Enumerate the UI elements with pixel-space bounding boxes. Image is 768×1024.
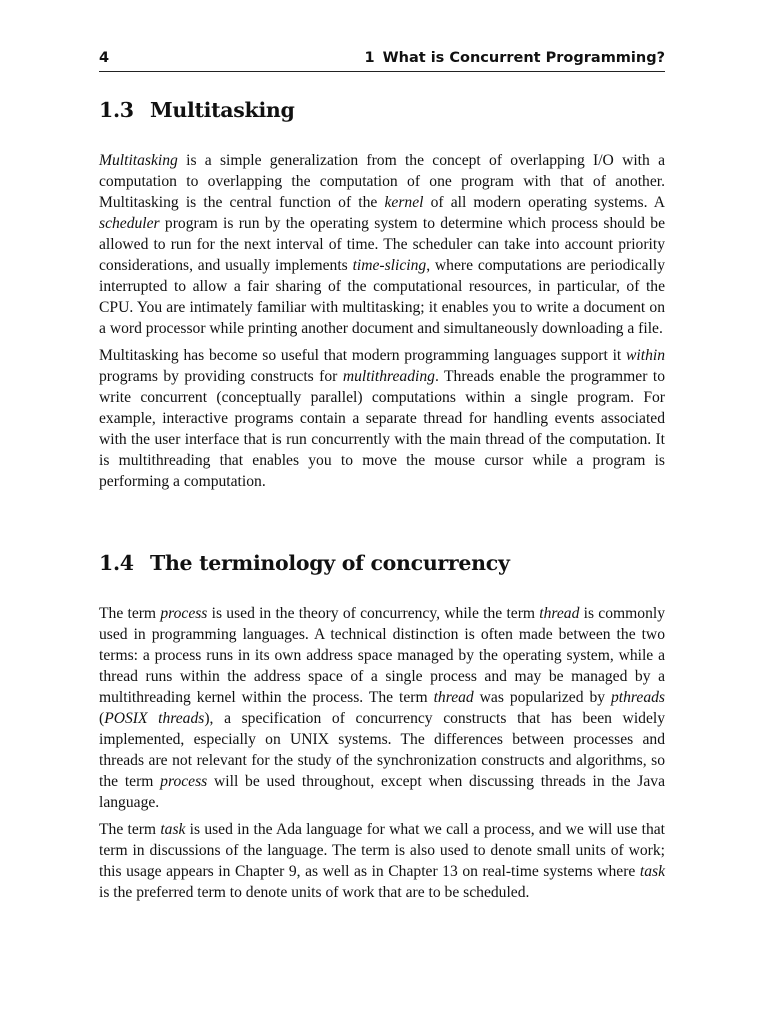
section-body-multitasking [99, 150, 665, 498]
emphasis-text: time-slicing [352, 257, 427, 274]
section-body-terminology [99, 603, 665, 909]
emphasis-text: pthreads [611, 689, 665, 706]
emphasis-text: multithreading [342, 368, 435, 385]
page [99, 0, 665, 1024]
section-number: 1.3 [99, 98, 134, 122]
paragraph [99, 819, 665, 903]
section-title: Multitasking [150, 98, 295, 122]
paragraph [99, 603, 665, 813]
section-heading-terminology [99, 551, 510, 575]
text-run: , where computations are periodically interrupted to allow a fair sharing of the computational resources, in particular, of the CPU. You are intimately familiar with multitasking; it enables you to write a document on a word processor while printing another document and simultaneously downloading a file. [99, 257, 665, 337]
running-header [99, 50, 665, 72]
emphasis-text: process [160, 773, 208, 790]
text-run: program is run by the operating system to determine which process should be allowed to run for the next interval of time. The scheduler can take into account priority considerations, and usually implements [99, 215, 665, 274]
emphasis-text: thread [539, 605, 580, 622]
text-run: is a simple generalization from the concept of overlapping I/O with a computation to overlapping the computation of one program with that of another. Multitasking is the central function of the [99, 152, 665, 211]
text-run: will be used throughout, except when discussing threads in the Java language. [99, 773, 665, 811]
section-heading-multitasking [99, 98, 295, 122]
chapter-number: 1 [364, 50, 375, 66]
emphasis-text: Multitasking [99, 152, 178, 169]
text-run: . Threads enable the programmer to write concurrent (conceptually parallel) computations within a single program. For example, interactive programs contain a separate thread for handling events associated with the user interface that is run concurrently with the main thread of the computation. It is multithreading that enables you to move the mouse cursor while a program is performing a computation. [99, 368, 665, 490]
text-run: is used in the theory of concurrency, while the term [207, 605, 540, 622]
emphasis-text: thread [433, 689, 474, 706]
emphasis-text: task [639, 863, 665, 880]
text-run: is used in the Ada language for what we call a process, and we will use that term in discussions of the language. The term is also used to denote small units of work; this usage appears in Chapter 9, as well as in Chapter 13 on real-time systems where [99, 821, 665, 880]
text-run: ( [99, 710, 105, 727]
text-run: was popularized by [473, 689, 611, 706]
emphasis-text: task [160, 821, 186, 838]
chapter-title: What is Concurrent Programming? [382, 50, 665, 66]
section-number: 1.4 [99, 551, 134, 575]
text-run: of all modern operating systems. A [423, 194, 665, 211]
chapter-heading [365, 50, 665, 66]
emphasis-text: within [626, 347, 665, 364]
text-run: programs by providing constructs for [99, 368, 343, 385]
page-number: 4 [99, 50, 110, 66]
paragraph [99, 150, 665, 339]
emphasis-text: POSIX threads [104, 710, 205, 727]
emphasis-text: kernel [384, 194, 424, 211]
text-run: Multitasking has become so useful that modern programming languages support it [99, 347, 626, 364]
emphasis-text: process [160, 605, 208, 622]
text-run: The term [99, 605, 161, 622]
emphasis-text: scheduler [99, 215, 160, 232]
text-run: The term [99, 821, 161, 838]
section-title: The terminology of concurrency [150, 551, 510, 575]
text-run: is commonly used in programming languages. A technical distinction is often made between the two terms: a process runs in its own address space managed by the operating system, while a thread runs within the address space of a single process and may be managed by a multithreading kernel within the process. The term [99, 605, 665, 706]
text-run: is the preferred term to denote units of work that are to be scheduled. [99, 884, 530, 901]
text-run: ), a specification of concurrency constructs that has been widely implemented, especially on UNIX systems. The differences between processes and threads are not relevant for the study of the synchronization constructs and algorithms, so the term [99, 710, 665, 790]
paragraph [99, 345, 665, 492]
